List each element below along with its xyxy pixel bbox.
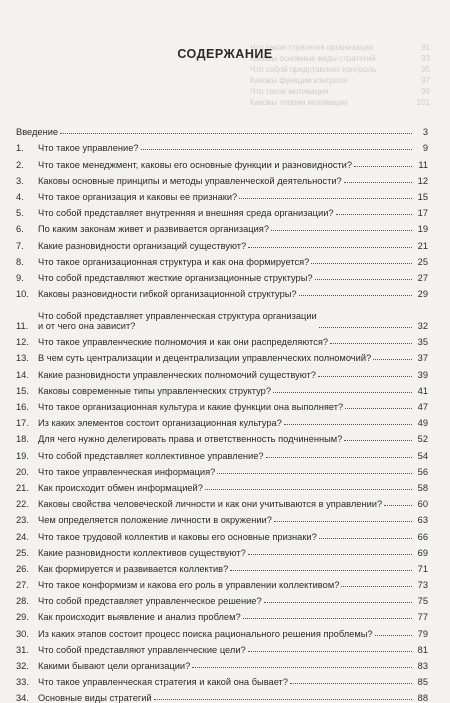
toc-entry-line: Чем определяется положение личности в окружении? bbox=[38, 515, 272, 526]
toc-entry-line: Что собой представляет коллективное управление? bbox=[38, 450, 264, 461]
toc-entry-label bbox=[38, 337, 328, 347]
toc-page-number: 85 bbox=[417, 677, 428, 688]
toc-entry-number: 32. bbox=[16, 661, 29, 671]
toc-entry-line: Что такое управленческая стратегия и какой она бывает? bbox=[38, 677, 288, 688]
toc-entry-line: Что собой представляет управленческое решение? bbox=[38, 596, 262, 607]
toc-entry bbox=[16, 170, 428, 186]
toc-entry-label bbox=[38, 548, 246, 558]
toc-entry bbox=[16, 655, 428, 671]
toc-entry-number: 9. bbox=[16, 272, 24, 283]
toc-page-number: 81 bbox=[417, 644, 428, 655]
ghost-line-page: 99 bbox=[421, 87, 430, 96]
leader-dots bbox=[318, 376, 412, 377]
toc-entry-line: Из каких этапов состоит процесс поиска рационального решения проблемы? bbox=[38, 628, 373, 639]
toc-page-number: 63 bbox=[417, 515, 428, 526]
toc-entry-number: 13. bbox=[16, 353, 29, 364]
toc-entry-number: 19. bbox=[16, 450, 29, 461]
toc-entry bbox=[16, 444, 428, 460]
toc-page-number: 88 bbox=[417, 693, 428, 703]
toc-entry bbox=[16, 525, 428, 541]
toc-entry bbox=[16, 234, 428, 250]
toc-entry-number: 24. bbox=[16, 531, 29, 542]
toc-page-number: 12 bbox=[417, 175, 428, 186]
leader-dots bbox=[344, 182, 412, 183]
toc-entry-label bbox=[38, 192, 237, 202]
leader-dots bbox=[192, 667, 412, 668]
toc-page-number: 27 bbox=[417, 272, 428, 283]
toc-entry bbox=[16, 283, 428, 299]
toc-entry-number: 7. bbox=[16, 240, 24, 251]
toc-entry-label bbox=[38, 353, 371, 363]
toc-entry-line: Что такое трудовой коллектив и каковы его основные признаки? bbox=[38, 531, 317, 542]
leader-dots bbox=[264, 602, 412, 603]
toc-entry-line: Что собой представляет внутренняя и внешняя среда организации? bbox=[38, 208, 334, 219]
toc-entry bbox=[16, 202, 428, 218]
toc-entry-number: 29. bbox=[16, 612, 29, 623]
toc-entry bbox=[16, 558, 428, 574]
leader-dots bbox=[248, 554, 412, 555]
toc-entry bbox=[16, 574, 428, 590]
toc-entry-line: Что такое управление? bbox=[38, 143, 139, 154]
toc-entry-line: Каковы разновидности гибкой организационной структуры? bbox=[38, 289, 297, 300]
toc-entry-label bbox=[38, 661, 190, 671]
toc-entry-line: Что такое конформизм и какова его роль в управлении коллективом? bbox=[38, 580, 340, 591]
toc-entry bbox=[16, 396, 428, 412]
toc-entry-label bbox=[38, 499, 382, 509]
toc-entry-label bbox=[38, 629, 373, 639]
toc-entry bbox=[16, 331, 428, 347]
toc-entry-line: Какие разновидности организаций существуют? bbox=[38, 240, 247, 251]
leader-dots bbox=[273, 392, 412, 393]
toc-entry-number: 27. bbox=[16, 580, 29, 591]
leader-dots bbox=[217, 473, 412, 474]
toc-entry bbox=[16, 412, 428, 428]
leader-dots bbox=[274, 521, 412, 522]
toc-entry bbox=[16, 347, 428, 363]
toc-entry-line: Каковы основные принципы и методы управленческой деятельности? bbox=[38, 175, 342, 186]
toc-page-number: 69 bbox=[417, 547, 428, 558]
ghost-line bbox=[250, 97, 430, 108]
toc-entry-label bbox=[38, 311, 317, 331]
toc-entry-label bbox=[38, 580, 339, 590]
leader-dots bbox=[230, 570, 412, 571]
ghost-line-page: 97 bbox=[421, 76, 430, 85]
toc-entry-label bbox=[38, 564, 228, 574]
toc-entry-line: Какими бывают цели организации? bbox=[38, 661, 191, 671]
ghost-line-text: Каковы теории мотивации bbox=[250, 98, 348, 107]
toc-entry-label bbox=[38, 257, 309, 267]
toc-page-number: 47 bbox=[417, 402, 428, 412]
ghost-line bbox=[250, 64, 430, 75]
toc-page-number: 11 bbox=[418, 159, 428, 170]
ghost-line-text: Что такое стратегия организации bbox=[250, 43, 374, 52]
toc-entry-label bbox=[38, 208, 334, 218]
ghost-line-page: 101 bbox=[416, 98, 430, 107]
leader-dots bbox=[205, 489, 412, 490]
leader-dots bbox=[248, 651, 412, 652]
toc-entry bbox=[16, 639, 428, 655]
toc-page-number: 60 bbox=[417, 499, 428, 510]
toc-entry-label bbox=[38, 160, 352, 170]
ghost-line bbox=[250, 75, 430, 86]
leader-dots bbox=[354, 166, 412, 167]
leader-dots bbox=[315, 279, 412, 280]
toc-entry-label bbox=[38, 596, 262, 606]
toc-entry-number: 23. bbox=[16, 515, 29, 526]
ghost-line bbox=[250, 86, 430, 97]
leader-dots bbox=[60, 133, 412, 134]
toc-entry-label bbox=[38, 273, 313, 283]
toc-entry bbox=[16, 461, 428, 477]
toc-entry-label bbox=[38, 483, 203, 493]
toc-entry-label bbox=[38, 451, 264, 461]
ghost-line-text: Что такое мотивация bbox=[250, 87, 329, 96]
toc-entry-number: 18. bbox=[16, 434, 29, 445]
toc-page-number: 32 bbox=[417, 321, 428, 332]
toc-entry-line: Как формируется и развивается коллектив? bbox=[38, 563, 229, 574]
toc-entry-label bbox=[38, 289, 297, 299]
toc-page-number: 56 bbox=[417, 466, 428, 477]
toc-page-number: 83 bbox=[417, 661, 428, 671]
toc-entry-number: 33. bbox=[16, 677, 29, 688]
table-of-contents bbox=[16, 121, 428, 703]
toc-entry-line: Что собой представляют управленческие цели? bbox=[38, 644, 246, 655]
toc-entry bbox=[16, 542, 428, 558]
toc-page-number: 77 bbox=[417, 612, 428, 623]
toc-page-number: 21 bbox=[417, 240, 428, 251]
toc-page-number: 17 bbox=[417, 208, 428, 219]
ghost-line-page: 93 bbox=[421, 54, 430, 63]
leader-dots bbox=[141, 149, 412, 150]
toc-entry-label bbox=[38, 386, 271, 396]
toc-entry-number: 1. bbox=[16, 143, 24, 154]
toc-page-number: 49 bbox=[417, 418, 428, 429]
toc-entry bbox=[16, 622, 428, 638]
leader-dots bbox=[154, 699, 412, 700]
toc-page-number: 41 bbox=[417, 385, 428, 396]
leader-dots bbox=[299, 295, 412, 296]
toc-entry-label bbox=[38, 224, 269, 234]
toc-entry bbox=[16, 267, 428, 283]
toc-entry-number: 11. bbox=[16, 321, 29, 332]
toc-entry-line: Что такое менеджмент, каковы его основные функции и разновидности? bbox=[38, 159, 353, 170]
toc-entry-label: Введение bbox=[16, 127, 59, 138]
toc-entry-line: Какие разновидности управленческих полномочий существуют? bbox=[38, 369, 316, 380]
toc-entry-line: Каковы современные типы управленческих структур? bbox=[38, 385, 272, 396]
toc-entry-number: 25. bbox=[16, 547, 29, 558]
toc-entry bbox=[16, 380, 428, 396]
toc-entry-label bbox=[38, 677, 288, 687]
toc-entry-number: 3. bbox=[16, 175, 24, 186]
toc-entry-line: Из каких элементов состоит организационная культура? bbox=[38, 418, 282, 429]
ghost-line-text: Каковы функции контроля bbox=[250, 76, 348, 85]
toc-entry-number: 12. bbox=[16, 337, 29, 348]
toc-page-number: 58 bbox=[417, 482, 428, 493]
toc-page-number: 71 bbox=[417, 563, 428, 574]
toc-entry-number: 14. bbox=[16, 369, 29, 380]
toc-entry-label bbox=[38, 143, 139, 153]
leader-dots bbox=[311, 263, 412, 264]
leader-dots bbox=[330, 343, 412, 344]
leader-dots bbox=[248, 247, 412, 248]
toc-page-number: 29 bbox=[417, 289, 428, 300]
toc-entry bbox=[16, 218, 428, 234]
toc-entry-line: Что такое управленческая информация? bbox=[38, 466, 216, 477]
toc-entry-number: 28. bbox=[16, 596, 29, 607]
toc-entry bbox=[16, 509, 428, 525]
toc-entry-line: Для чего нужно делегировать права и ответственность подчиненным? bbox=[38, 434, 343, 445]
toc-entry-label bbox=[38, 418, 282, 428]
toc-entry bbox=[16, 606, 428, 622]
toc-entry-line: Что такое организационная культура и какие функции она выполняет? bbox=[38, 402, 344, 412]
toc-page-number: 9 bbox=[422, 143, 428, 154]
toc-entry bbox=[16, 590, 428, 606]
toc-entry-line: и от чего она зависит? bbox=[38, 321, 136, 332]
ghost-line-text: Каковы основные виды стратегий bbox=[250, 54, 376, 63]
toc-entry-line: Каковы свойства человеческой личности и как они учитываются в управлении? bbox=[38, 499, 383, 510]
toc-entry bbox=[16, 186, 428, 202]
leader-dots bbox=[284, 424, 412, 425]
toc-page-number: 79 bbox=[417, 628, 428, 639]
toc-entry-label bbox=[38, 241, 246, 251]
toc-entry-line: Что собой представляет управленческая структура организации bbox=[38, 311, 317, 322]
toc-entry-number: 22. bbox=[16, 499, 29, 510]
ghost-line-page: 95 bbox=[421, 65, 430, 74]
toc-entry-number: 30. bbox=[16, 628, 29, 639]
toc-entry-intro bbox=[16, 121, 428, 137]
leader-dots bbox=[319, 327, 412, 328]
toc-entry-label bbox=[38, 532, 317, 542]
toc-entry-label bbox=[38, 467, 215, 477]
toc-entry bbox=[16, 477, 428, 493]
toc-entry-line: Что такое организационная структура и как она формируется? bbox=[38, 256, 310, 267]
toc-entry-number: 26. bbox=[16, 563, 29, 574]
toc-page-number: 75 bbox=[417, 596, 428, 607]
toc-entry bbox=[16, 493, 428, 509]
toc-entry-label bbox=[38, 612, 241, 622]
toc-entry-number: 8. bbox=[16, 256, 24, 267]
toc-entry bbox=[16, 363, 428, 379]
leader-dots bbox=[344, 440, 412, 441]
toc-entry bbox=[16, 671, 428, 687]
toc-page-number: 15 bbox=[417, 191, 428, 202]
leader-dots bbox=[341, 586, 412, 587]
toc-page-number: 25 bbox=[417, 256, 428, 267]
toc-page-number: 19 bbox=[417, 224, 428, 235]
ghost-line-text: Что собой представляет контроль bbox=[250, 65, 377, 74]
toc-page-number: 52 bbox=[417, 434, 428, 445]
leader-dots bbox=[239, 198, 412, 199]
toc-page-number: 37 bbox=[417, 353, 428, 364]
ghost-line-page: 91 bbox=[421, 43, 430, 52]
leader-dots bbox=[290, 683, 412, 684]
toc-entry-label bbox=[38, 645, 246, 655]
toc-entry bbox=[16, 299, 428, 331]
toc-entry-line: В чем суть централизации и децентрализации управленческих полномочий? bbox=[38, 353, 372, 364]
toc-entry-number: 2. bbox=[16, 159, 24, 170]
toc-entry-number: 6. bbox=[16, 224, 24, 235]
toc-entry-number: 15. bbox=[16, 385, 29, 396]
leader-dots bbox=[266, 457, 412, 458]
toc-entry-line: Как происходит выявление и анализ проблем? bbox=[38, 612, 241, 623]
toc-entry bbox=[16, 153, 428, 169]
toc-entry-number: 17. bbox=[16, 418, 29, 429]
toc-entry-line: Что такое организация и каковы ее признаки? bbox=[38, 191, 238, 202]
toc-entry-line: Что такое управленческие полномочия и как они распределяются? bbox=[38, 337, 329, 348]
toc-entry-label bbox=[38, 176, 342, 186]
toc-page-number: 54 bbox=[417, 450, 428, 461]
toc-entry-number: 5. bbox=[16, 208, 24, 219]
toc-entry-label bbox=[38, 402, 343, 412]
toc-entry-line: Что собой представляют жесткие организационные структуры? bbox=[38, 272, 313, 283]
toc-page-number: 3 bbox=[422, 127, 428, 138]
leader-dots bbox=[373, 359, 412, 360]
toc-entry-line: По каким законам живет и развивается организация? bbox=[38, 224, 269, 235]
leader-dots bbox=[243, 618, 412, 619]
leader-dots bbox=[375, 635, 412, 636]
leader-dots bbox=[271, 230, 412, 231]
toc-page-number: 39 bbox=[417, 369, 428, 380]
toc-entry-line: Основные виды стратегий bbox=[38, 693, 152, 703]
toc-entry bbox=[16, 428, 428, 444]
toc-entry-number: 16. bbox=[16, 402, 29, 412]
toc-entry-number: 4. bbox=[16, 191, 24, 202]
leader-dots bbox=[336, 214, 412, 215]
toc-page-number: 35 bbox=[417, 337, 428, 348]
toc-entry-label bbox=[38, 515, 272, 525]
toc-entry-line: Какие разновидности коллективов существуют? bbox=[38, 547, 246, 558]
toc-entry-number: 10. bbox=[16, 289, 29, 300]
toc-entry bbox=[16, 687, 428, 703]
toc-entry-label bbox=[38, 434, 342, 444]
leader-dots bbox=[319, 538, 412, 539]
toc-page-number: 66 bbox=[417, 531, 428, 542]
toc-entry-number: 21. bbox=[16, 482, 29, 493]
toc-entry-label bbox=[38, 693, 152, 703]
toc-entry-number: 31. bbox=[16, 644, 29, 655]
toc-entry-line: Как происходит обмен информацией? bbox=[38, 482, 203, 493]
page-title: СОДЕРЖАНИЕ bbox=[177, 47, 273, 61]
toc-entry-label bbox=[38, 370, 316, 380]
leader-dots bbox=[384, 505, 412, 506]
toc-entry bbox=[16, 137, 428, 153]
toc-entry bbox=[16, 251, 428, 267]
toc-entry-number: 20. bbox=[16, 466, 29, 477]
toc-entry-number: 34. bbox=[16, 693, 29, 703]
leader-dots bbox=[345, 408, 412, 409]
toc-page-number: 73 bbox=[417, 580, 428, 591]
